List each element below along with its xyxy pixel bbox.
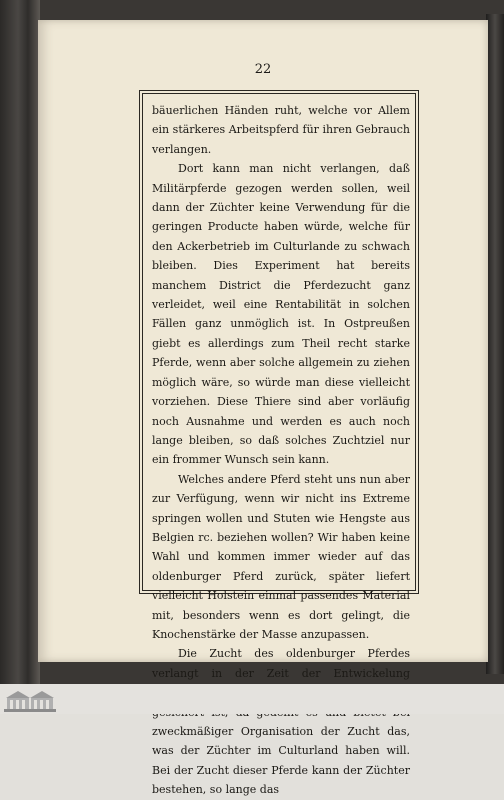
book-page <box>38 20 488 797</box>
paragraph: Die Zucht des oldenburger Pferdes verlangt in der Zeit der Entwickelung zweckmäßiger Organisation der Zucht das, was der Züchter im Culturland haben will. Bei der Zucht dieser Pferde kann der Züchter bestehen, so lange das <box>152 647 410 797</box>
paragraph: Dort kann man nicht verlangen, daß Militärpferde gezogen werden sollen, weil dann der Züchter keine Verwendung für die geringen Producte haben würde, welche für den Ackerbetrieb im Culturlande zu schwach bleiben. Dies Experiment hat bereits manchem District die Pferdezucht ganz verleidet, weil eine Rentabilität in solchen Fällen ganz unmöglich ist. In Ostpreußen giebt es allerdings zum Theil recht starke Pferde, wenn aber solche allgemein zu ziehen möglich wäre, so würde man diese vielleicht vorziehen. Diese Thiere sind aber vorläufig noch Ausnahme und werden es auch noch lange bleiben, so daß solches Zuchtziel nur ein frommer Wunsch sein kann. <box>152 162 410 467</box>
library-building-logo-icon <box>4 688 56 712</box>
text-frame <box>139 90 419 797</box>
book-binding <box>0 0 40 684</box>
book-cover-edge <box>486 14 504 674</box>
page-number: 22 <box>254 62 272 77</box>
paragraph: Welches andere Pferd steht uns nun aber zur Verfügung, wenn wir nicht ins Extreme springen wollen und Stuten wie Hengste aus Belgien rc. beziehen wollen? Wir haben keine Wahl und kommen immer wieder auf das oldenburger Pferd zurück, später liefert vielleicht Holstein einmal passendes Material mit, besonders wenn es dort gelingt, die Knochenstärke der Masse anzupassen. <box>152 472 410 641</box>
paragraph: bäuerlichen Händen ruht, welche vor Allem ein stärkeres Arbeitspferd für ihren Gebrauch verlangen. <box>152 104 410 156</box>
viewer-footer <box>0 684 504 714</box>
